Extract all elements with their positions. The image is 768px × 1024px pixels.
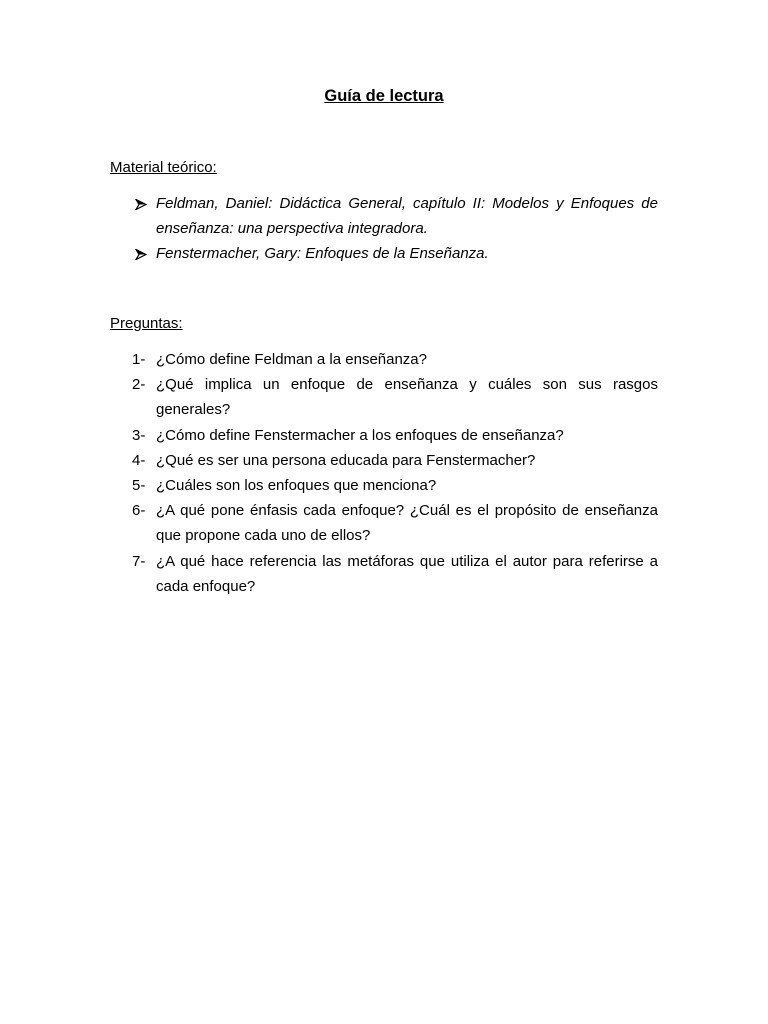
list-item xyxy=(110,191,658,241)
question-text: ¿A qué pone énfasis cada enfoque? ¿Cuál es el propósito de enseñanza que propone cada uno de ellos? xyxy=(156,502,658,545)
list-item xyxy=(110,473,658,498)
question-text: ¿A qué hace referencia las metáforas que utiliza el autor para referirse a cada enfoque? xyxy=(156,552,658,595)
arrowhead-bullet-icon xyxy=(135,249,147,260)
question-text: ¿Qué implica un enfoque de enseñanza y cuáles son sus rasgos generales? xyxy=(156,376,658,419)
material-list xyxy=(110,191,658,267)
question-number: 2- xyxy=(132,376,146,394)
question-number: 1- xyxy=(132,351,146,368)
question-text: ¿Cómo define Fenstermacher a los enfoques de enseñanza? xyxy=(156,426,564,444)
question-text: ¿Cómo define Feldman a la enseñanza? xyxy=(156,351,427,368)
question-text: ¿Qué es ser una persona educada para Fenstermacher? xyxy=(156,451,536,469)
list-item xyxy=(110,448,658,473)
preguntas-list xyxy=(110,347,658,599)
arrowhead-bullet-icon xyxy=(135,199,147,210)
question-number: 7- xyxy=(132,552,146,570)
question-text: ¿Cuáles son los enfoques que menciona? xyxy=(156,477,437,495)
question-number: 5- xyxy=(132,477,146,495)
list-item xyxy=(110,423,658,448)
question-number: 3- xyxy=(132,426,146,444)
list-item xyxy=(110,241,658,266)
material-heading: Material teórico: xyxy=(110,159,217,176)
list-item xyxy=(110,498,658,548)
list-item xyxy=(110,347,658,372)
list-item xyxy=(110,549,658,599)
preguntas-heading: Preguntas: xyxy=(110,315,183,332)
question-number: 4- xyxy=(132,451,146,469)
question-number: 6- xyxy=(132,502,146,520)
page-title: Guía de lectura xyxy=(324,87,444,105)
material-item-text: Feldman, Daniel: Didáctica General, capítulo II: Modelos y Enfoques de enseñanza: una perspectiva integradora. xyxy=(156,195,658,238)
list-item xyxy=(110,372,658,422)
material-item-text: Fenstermacher, Gary: Enfoques de la Enseñanza. xyxy=(156,245,489,263)
